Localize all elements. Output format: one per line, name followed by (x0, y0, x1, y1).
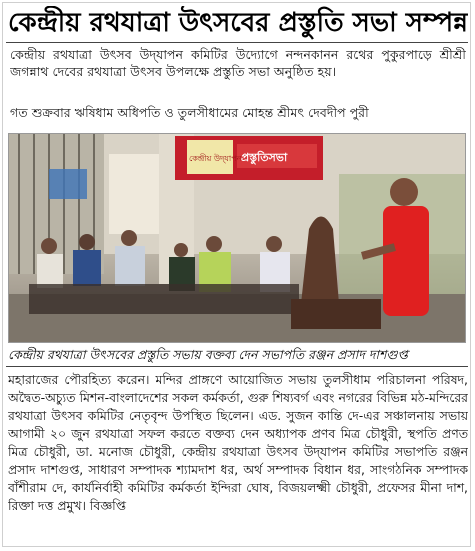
banner-left-text: কেন্দ্রীয় উদ্‌যাপন (189, 154, 242, 163)
article-photo (8, 133, 466, 343)
caption-rule (6, 366, 468, 367)
continuation-paragraph: মহারাজের পৌরহিত্য করেন। মন্দির প্রাঙ্গণে আয়োজিত সভায় তুলসীধাম পরিচালনা পরিষদ, অদ্বৈত-অচ্যুত মিশন-বাংলাদেশের সকল কর্মকর্তা, গুরু শিষ্যবর্গ এবং নগরের বিভিন্ন মঠ-মন্দিরের রথযাত্রা উৎসব কমিটির নেতৃবৃন্দ উপস্থিত ছিলেন। এড. সুজন কান্তি দে-এর সঞ্চালনায় সভায় আগামী ২০ জুন রথযাত্রা সফল করতে বক্তব্য দেন অধ্যাপক প্রণব মিত্র চৌধুরী, স্থপতি প্রণত মিত্র চৌধুরী, ডা. মনোজ চৌধুরী, কেন্দ্রীয় রথযাত্রা উৎসব উদ্‌যাপন কমিটির সভাপতি রঞ্জন প্রসাদ দাশগুপ্ত, সাধারণ সম্পাদক শ্যামদাশ ধর, অর্থ সম্পাদক বিধান ধর, সাংগঠনিক সম্পাদক বাঁশীরাম দে, কার্যনির্বাহী কমিটির কর্মকর্তা ইন্দিরা ঘোষ, বিজয়লক্ষ্মী চৌধুরী, প্রফেসর মীনা দাশ, রিক্তা দত্ত প্রমুখ। বিজ্ঞপ্তি (8, 372, 468, 513)
photo-illustration (9, 134, 465, 342)
photo-caption: কেন্দ্রীয় রথযাত্রা উৎসবের প্রস্তুতি সভায় বক্তব্য দেন সভাপতি রঞ্জন প্রসাদ দাশগুপ্ত (8, 347, 408, 362)
second-paragraph: গত শুক্রবার ঋষিধাম অধিপতি ও তুলসীধামের মোহন্ত শ্রীমৎ দেবদীপ পুরী (10, 105, 369, 120)
article-headline: কেন্দ্রীয় রথযাত্রা উৎসবের প্রস্তুতি সভা সম্পন্ন (8, 8, 468, 38)
headline-rule (6, 42, 468, 43)
banner-right-text: প্রস্তুতিসভা (241, 151, 288, 164)
intro-paragraph: কেন্দ্রীয় রথযাত্রা উৎসব উদ্‌যাপন কমিটির উদ্যোগে নন্দনকানন রথের পুকুরপাড়ে শ্রীশ্রী জগন্নাথ দেবের রথযাত্রা উৎসব উপলক্ষে প্রস্তুতি সভা অনুষ্ঠিত হয়। (10, 47, 466, 79)
